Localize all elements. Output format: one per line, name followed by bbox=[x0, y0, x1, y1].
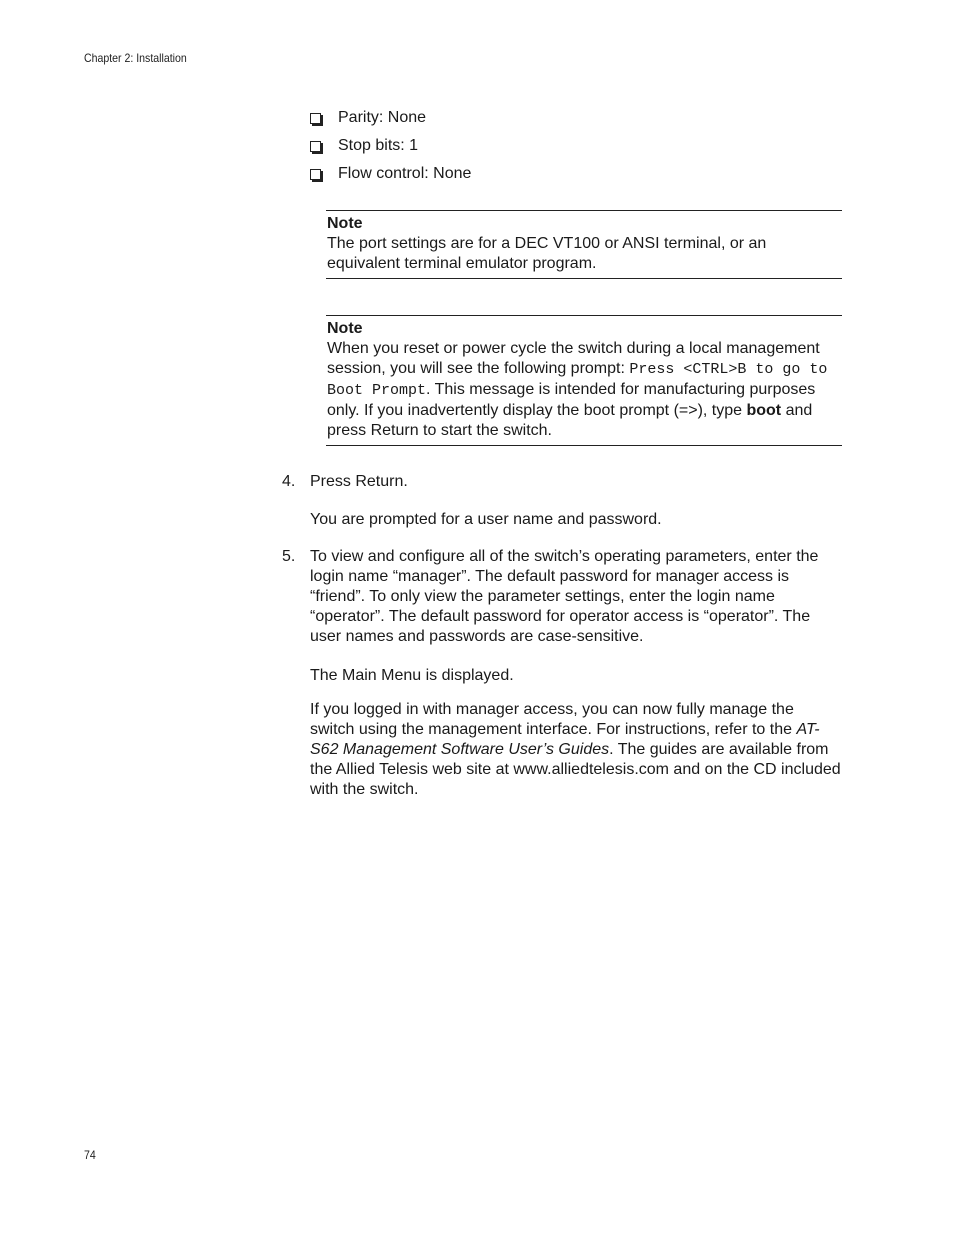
note-text-part: . This message is intended for manufacturing purposes only. If you inadvertently display the boot prompt (=>), type bbox=[327, 381, 816, 419]
step-5-result: The Main Menu is displayed. bbox=[310, 667, 514, 684]
checkbox-bullet-icon bbox=[310, 141, 321, 152]
step-number: 4. bbox=[282, 473, 296, 490]
list-item-text: Flow control: None bbox=[338, 165, 472, 182]
guide-title: AT-S62 Management Software User’s Guides bbox=[310, 721, 820, 758]
note-text: The port settings are for a DEC VT100 or ANSI terminal, or an equivalent terminal emulator program. bbox=[327, 235, 767, 272]
guidance-text-part: . The guides are available from the Allied Telesis web site at www.alliedtelesis.com and on the CD included with the switch. bbox=[310, 741, 841, 798]
checkbox-bullet-icon bbox=[310, 169, 321, 180]
boot-prompt-code: Press <CTRL>B to go to Boot Prompt bbox=[327, 361, 828, 399]
note-text bbox=[327, 339, 842, 441]
note-title: Note bbox=[327, 215, 363, 232]
step-4-result: You are prompted for a user name and password. bbox=[310, 511, 662, 528]
note-text-part: and press Return to start the switch. bbox=[327, 402, 813, 439]
checkbox-bullet-icon bbox=[310, 113, 321, 124]
guidance-text-part: If you logged in with manager access, you can now fully manage the switch using the management interface. For instructions, refer to the bbox=[310, 701, 797, 738]
step-5-guidance bbox=[310, 700, 842, 800]
list-item-text: Parity: None bbox=[338, 109, 427, 126]
page-number: 74 bbox=[84, 1148, 96, 1162]
running-header: Chapter 2: Installation bbox=[84, 51, 187, 65]
note-port-settings bbox=[326, 210, 842, 279]
step-text: Press Return. bbox=[310, 473, 408, 490]
boot-command: boot bbox=[746, 402, 782, 419]
list-item-text: Stop bits: 1 bbox=[338, 137, 419, 154]
note-title: Note bbox=[327, 320, 363, 337]
note-boot-prompt bbox=[326, 315, 842, 446]
step-number: 5. bbox=[282, 548, 296, 565]
step-text: To view and configure all of the switch’s operating parameters, enter the login name “manager”. The default password for manager access is “friend”. To only view the parameter settings, enter the login name “operator”. The default password for operator access is “operator”. The user names and passwords are case-sensitive. bbox=[310, 548, 819, 645]
note-text-part: When you reset or power cycle the switch during a local management session, you will see the following prompt: bbox=[327, 340, 820, 377]
